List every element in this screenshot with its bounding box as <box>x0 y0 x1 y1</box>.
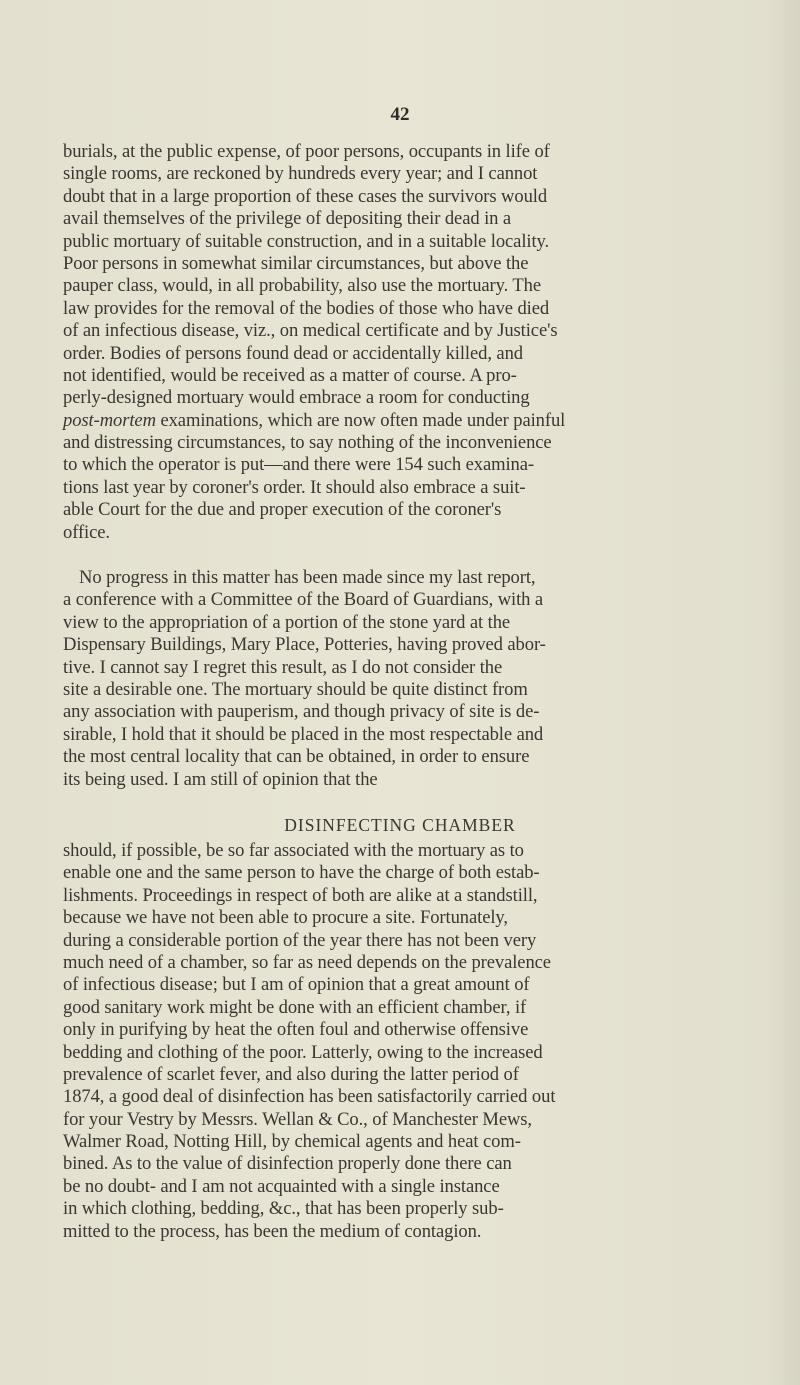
text-line: No progress in this matter has been made since my last report, <box>79 567 536 588</box>
text-line: Poor persons in somewhat similar circumstances, but above the <box>63 252 529 274</box>
text-line: public mortuary of suitable construction, and in a suitable locality. <box>63 230 550 252</box>
text-line: pauper class, would, in all probability, also use the mortuary. The <box>63 275 541 297</box>
text-line: avail themselves of the privilege of depositing their dead in a <box>63 208 512 230</box>
text-line: any association with pauperism, and though privacy of site is de- <box>63 701 540 723</box>
text-line: much need of a chamber, so far as need depends on the prevalence <box>63 951 551 973</box>
text-line: Walmer Road, Notting Hill, by chemical agents and heat com- <box>63 1131 521 1153</box>
text-fragment: examinations, which are now often made under painful <box>155 409 566 431</box>
text-line: to which the operator is put—and there were 154 such examina- <box>63 454 534 476</box>
text-line: order. Bodies of persons found dead or accidentally killed, and <box>63 342 523 364</box>
paragraph-no-progress <box>63 567 546 791</box>
paragraph-burials <box>63 141 566 544</box>
text-line: law provides for the removal of the bodies of those who have died <box>63 297 550 319</box>
page-number: 42 <box>390 104 410 125</box>
text-line: doubt that in a large proportion of these cases the survivors would <box>63 185 548 207</box>
text-line: tive. I cannot say I regret this result, as I do not consider the <box>63 656 503 678</box>
text-line: not identified, would be received as a matter of course. A pro- <box>63 364 517 386</box>
text-line: because we have not been able to procure a site. Fortunately, <box>63 907 508 929</box>
text-line-with-italic <box>63 409 566 432</box>
text-line: during a considerable portion of the year there has not been very <box>63 929 537 951</box>
text-line: prevalence of scarlet fever, and also during the latter period of <box>63 1063 519 1085</box>
text-line: lishments. Proceedings in respect of both are alike at a standstill, <box>63 884 538 906</box>
text-line: site a desirable one. The mortuary should be quite distinct from <box>63 678 528 700</box>
text-line: be no doubt- and I am not acquainted with a single instance <box>63 1175 500 1197</box>
text-line: its being used. I am still of opinion that the <box>63 768 378 790</box>
text-line: perly-designed mortuary would embrace a room for conducting <box>63 387 530 409</box>
text-line: office. <box>63 521 110 543</box>
text-line: mitted to the process, has been the medium of contagion. <box>63 1220 482 1242</box>
text-line: the most central locality that can be obtained, in order to ensure <box>63 746 530 768</box>
text-line: in which clothing, bedding, &c., that has been properly sub- <box>63 1198 504 1220</box>
text-line: for your Vestry by Messrs. Wellan & Co., of Manchester Mews, <box>63 1108 532 1130</box>
text-line: Dispensary Buildings, Mary Place, Potteries, having proved abor- <box>63 634 546 656</box>
text-line: single rooms, are reckoned by hundreds every year; and I cannot <box>63 163 538 185</box>
text-line: burials, at the public expense, of poor persons, occupants in life of <box>63 141 550 162</box>
text-line: enable one and the same person to have the charge of both estab- <box>63 862 540 884</box>
text-line: able Court for the due and proper execution of the coroner's <box>63 499 502 521</box>
text-line: of an infectious disease, viz., on medical certificate and by Justice's <box>63 320 558 342</box>
text-line: good sanitary work might be done with an efficient chamber, if <box>63 996 527 1018</box>
text-line: should, if possible, be so far associated with the mortuary as to <box>63 840 524 861</box>
text-line: of infectious disease; but I am of opinion that a great amount of <box>63 974 530 996</box>
text-line: and distressing circumstances, to say nothing of the inconvenience <box>63 432 552 454</box>
text-line: sirable, I hold that it should be placed in the most respectable and <box>63 723 544 745</box>
text-line: bedding and clothing of the poor. Latterly, owing to the increased <box>63 1041 543 1063</box>
text-line: only in purifying by heat the often foul and otherwise offensive <box>63 1019 529 1041</box>
paragraph-disinfecting-chamber <box>63 840 556 1243</box>
italic-term: post-mortem <box>63 409 156 431</box>
text-line: view to the appropriation of a portion of the stone yard at the <box>63 611 511 633</box>
text-line: bined. As to the value of disinfection properly done there can <box>63 1153 512 1175</box>
text-line: 1874, a good deal of disinfection has been satisfactorily carried out <box>63 1086 556 1108</box>
text-line: tions last year by coroner's order. It should also embrace a suit- <box>63 476 526 498</box>
text-line: a conference with a Committee of the Board of Guardians, with a <box>63 589 544 611</box>
section-heading: DISINFECTING CHAMBER <box>284 815 516 835</box>
